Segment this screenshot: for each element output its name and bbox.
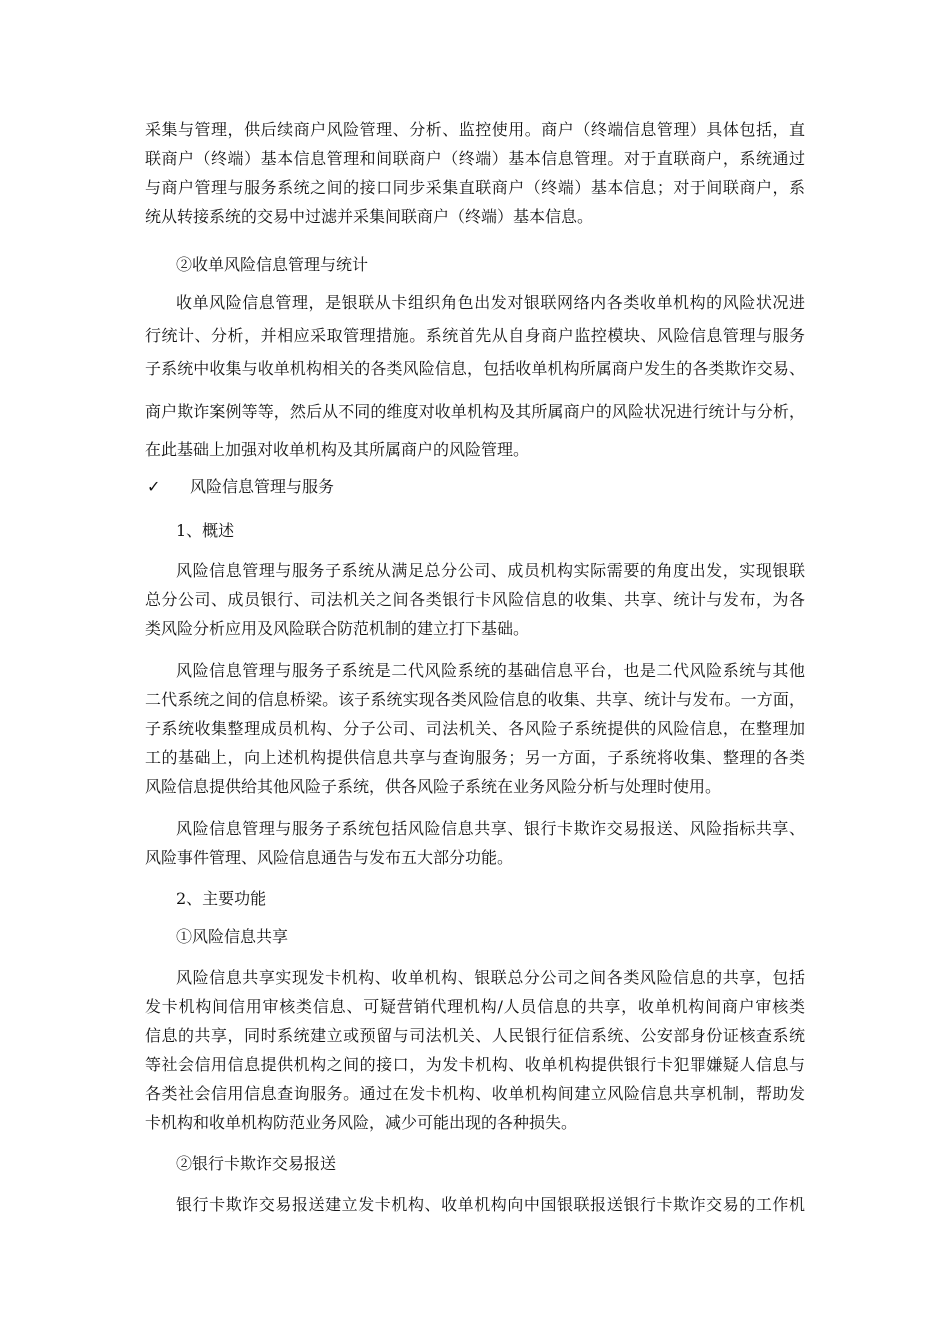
paragraph-line: 类风险分析应用及风险联合防范机制的建立打下基础。 <box>145 619 530 638</box>
paragraph-line: 风险信息管理与服务子系统包括风险信息共享、银行卡欺诈交易报送、风险指标共享、 <box>176 819 805 838</box>
paragraph-line: 在此基础上加强对收单机构及其所属商户的风险管理。 <box>145 440 530 459</box>
paragraph-line: 各类社会信用信息查询服务。通过在发卡机构、收单机构间建立风险信息共享机制，帮助发 <box>145 1084 805 1103</box>
subheading-risk-sharing: ①风险信息共享 <box>176 927 289 946</box>
paragraph-line: 统从转接系统的交易中过滤并采集间联商户（终端）基本信息。 <box>145 207 594 226</box>
paragraph-line: 总分公司、成员银行、司法机关之间各类银行卡风险信息的收集、共享、统计与发布，为各 <box>145 590 805 609</box>
paragraph-line: 信息的共享，同时系统建立或预留与司法机关、人民银行征信系统、公安部身份证核查系统 <box>145 1026 805 1045</box>
paragraph-line: 风险信息管理与服务子系统从满足总分公司、成员机构实际需要的角度出发，实现银联 <box>176 561 805 580</box>
paragraph-line: 发卡机构间信用审核类信息、可疑营销代理机构/人员信息的共享，收单机构间商户审核类 <box>145 997 805 1016</box>
paragraph-line: 商户欺诈案例等等，然后从不同的维度对收单机构及其所属商户的风险状况进行统计与分析， <box>145 402 805 421</box>
paragraph-line: 等社会信用信息提供机构之间的接口，为发卡机构、收单机构提供银行卡犯罪嫌疑人信息与 <box>145 1055 805 1074</box>
paragraph-line: 风险事件管理、风险信息通告与发布五大部分功能。 <box>145 848 514 867</box>
paragraph-line: 联商户（终端）基本信息管理和间联商户（终端）基本信息管理。对于直联商户，系统通过 <box>145 149 805 168</box>
paragraph-line: 工的基础上，向上述机构提供信息共享与查询服务；另一方面，子系统将收集、整理的各类 <box>145 748 805 767</box>
subheading-overview: 1、概述 <box>176 521 235 540</box>
paragraph-line: 银行卡欺诈交易报送建立发卡机构、收单机构向中国银联报送银行卡欺诈交易的工作机 <box>176 1195 805 1214</box>
paragraph-line: 行统计、分析，并相应采取管理措施。系统首先从自身商户监控模块、风险信息管理与服务 <box>145 326 805 345</box>
paragraph-line: 与商户管理与服务系统之间的接口同步采集直联商户（终端）基本信息；对于间联商户，系 <box>145 178 805 197</box>
subheading-fraud-reporting: ②银行卡欺诈交易报送 <box>176 1154 337 1173</box>
section-title: 风险信息管理与服务 <box>190 477 335 496</box>
paragraph-line: 风险信息管理与服务子系统是二代风险系统的基础信息平台，也是二代风险系统与其他 <box>176 661 805 680</box>
subheading-main-functions: 2、主要功能 <box>176 889 267 908</box>
paragraph-line: 子系统中收集与收单机构相关的各类风险信息，包括收单机构所属商户发生的各类欺诈交易、 <box>145 359 805 378</box>
paragraph-line: 二代系统之间的信息桥梁。该子系统实现各类风险信息的收集、共享、统计与发布。一方面， <box>145 690 805 709</box>
paragraph-line: 收单风险信息管理，是银联从卡组织角色出发对银联网络内各类收单机构的风险状况进 <box>176 293 805 312</box>
subheading-acquiring-risk: ②收单风险信息管理与统计 <box>176 255 369 274</box>
paragraph-line: 子系统收集整理成员机构、分子公司、司法机关、各风险子系统提供的风险信息，在整理加 <box>145 719 805 738</box>
paragraph-line: 卡机构和收单机构防范业务风险，减少可能出现的各种损失。 <box>145 1113 578 1132</box>
paragraph-line: 风险信息共享实现发卡机构、收单机构、银联总分公司之间各类风险信息的共享，包括 <box>176 968 805 987</box>
check-mark-icon: ✓ <box>147 477 161 496</box>
paragraph-line: 风险信息提供给其他风险子系统，供各风险子系统在业务风险分析与处理时使用。 <box>145 777 722 796</box>
paragraph-line: 采集与管理，供后续商户风险管理、分析、监控使用。商户（终端信息管理）具体包括，直 <box>145 120 805 139</box>
